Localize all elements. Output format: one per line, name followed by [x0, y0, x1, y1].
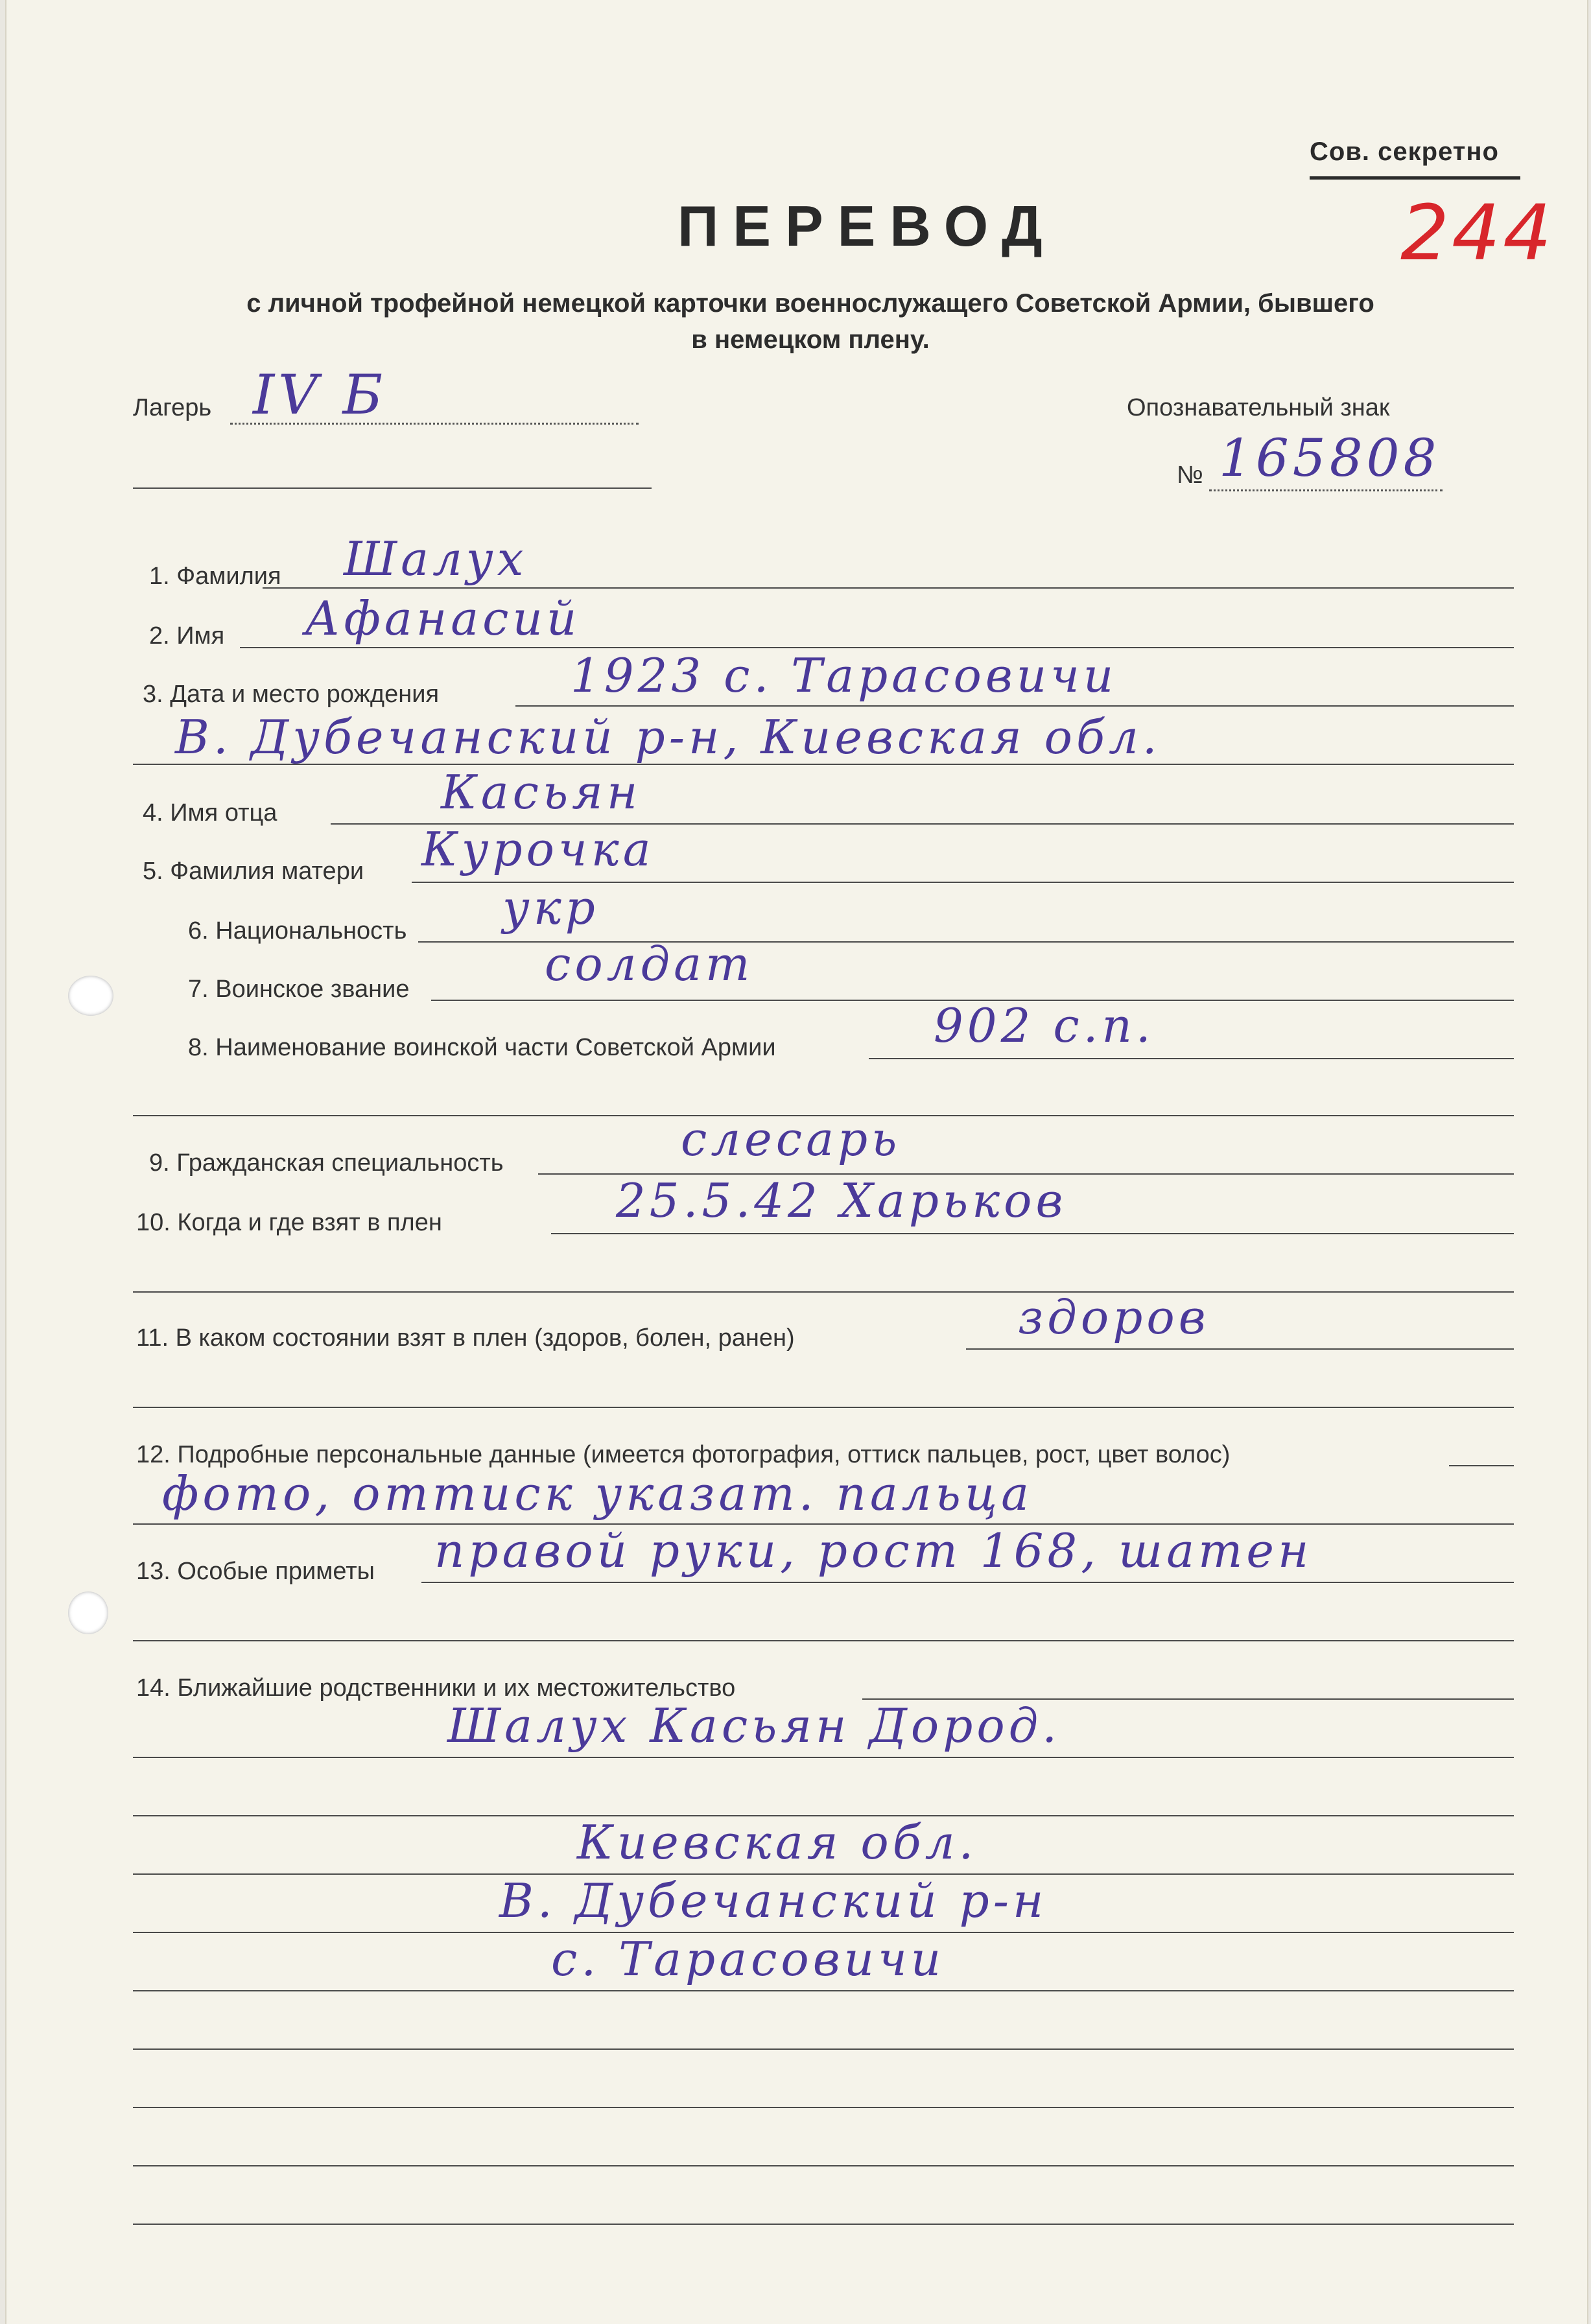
field-9-value: слесарь: [681, 1112, 901, 1166]
field-6-value: укр: [502, 880, 599, 935]
handwritten-number: 244: [1400, 188, 1555, 277]
camp-extra-line: [133, 487, 652, 489]
punch-hole-bottom: [68, 1591, 108, 1634]
field-6-label: 6. Национальность: [188, 917, 407, 945]
field-10-value: 25.5.42 Харьков: [616, 1173, 1067, 1228]
field-14-label: 14. Ближайшие родственники и их местожительство: [136, 1674, 736, 1702]
camp-value: IV Б: [253, 363, 387, 427]
field-13-line-2: [133, 1640, 1514, 1641]
page-title: ПЕРЕВОД: [678, 194, 1057, 258]
field-10-line: [551, 1233, 1514, 1234]
ident-label: Опознавательный знак: [1127, 394, 1390, 421]
field-14-value: Шалух Касьян Дород.: [447, 1698, 1061, 1753]
field-13-line: [421, 1582, 1514, 1583]
field-3-label: 3. Дата и место рождения: [143, 681, 440, 708]
field-3-line: [515, 705, 1514, 707]
field-14-line-2: [133, 1757, 1514, 1758]
field-1-value: Шалух: [344, 532, 528, 586]
field-4-value: Касьян: [441, 765, 642, 819]
field-14-addr-2: В. Дубечанский р-н: [499, 1873, 1048, 1928]
field-12-line: [1449, 1465, 1514, 1466]
field-13-value: правой руки, рост 168, шатен: [434, 1523, 1313, 1578]
field-3-value: 1923 с. Тарасовичи: [571, 648, 1118, 703]
field-3-value-2: В. Дубечанский р-н, Киевская обл.: [175, 710, 1161, 764]
ident-value: 165808: [1219, 428, 1441, 488]
field-11-line: [966, 1348, 1514, 1350]
blank-line-3: [133, 2107, 1514, 2108]
field-11-value: здоров: [1018, 1290, 1210, 1344]
field-7-label: 7. Воинское звание: [188, 976, 410, 1003]
field-11-label: 11. В каком состоянии взят в плен (здоров, болен, ранен): [136, 1324, 795, 1352]
field-2-label: 2. Имя: [149, 622, 225, 650]
blank-line-4: [133, 2165, 1514, 2166]
ident-no-label: №: [1177, 462, 1203, 489]
blank-line-1: [133, 1291, 1514, 1293]
punch-hole-top: [68, 976, 113, 1016]
field-12-value: фото, оттиск указат. пальца: [162, 1466, 1033, 1521]
page-subtitle: с личной трофейной немецкой карточки военнослужащего Советской Армии, бывшего в немецком плену.: [246, 289, 1374, 354]
field-5-label: 5. Фамилия матери: [143, 858, 364, 885]
blank-line-2: [133, 2048, 1514, 2050]
field-7-value: солдат: [545, 937, 754, 991]
secrecy-underline: [1310, 176, 1520, 180]
field-13-label: 13. Особые приметы: [136, 1558, 375, 1585]
blank-line-5: [133, 2224, 1514, 2225]
field-14-addr-1: Киевская обл.: [577, 1815, 978, 1870]
camp-label: Лагерь: [133, 394, 212, 421]
field-14-addr-3: с. Тарасовичи: [551, 1932, 945, 1986]
field-2-value: Афанасий: [305, 591, 581, 646]
field-1-line: [263, 587, 1514, 589]
secrecy-mark: Сов. секретно: [1310, 137, 1499, 166]
field-10-label: 10. Когда и где взят в плен: [136, 1209, 442, 1236]
field-8-line: [869, 1058, 1514, 1059]
field-14-line-6: [133, 1990, 1514, 1991]
field-1-label: 1. Фамилия: [149, 563, 281, 590]
document-sheet: [5, 0, 1588, 2324]
field-8-value: 902 с.п.: [934, 998, 1155, 1053]
ident-dotted-line: [1209, 489, 1443, 491]
field-9-label: 9. Гражданская специальность: [149, 1149, 504, 1177]
field-12-label: 12. Подробные персональные данные (имеется фотография, оттиск пальцев, рост, цвет волос): [136, 1441, 1231, 1468]
field-4-label: 4. Имя отца: [143, 799, 277, 827]
field-11-line-2: [133, 1407, 1514, 1408]
field-5-value: Курочка: [421, 822, 655, 876]
field-8-label: 8. Наименование воинской части Советской Армии: [188, 1034, 776, 1061]
